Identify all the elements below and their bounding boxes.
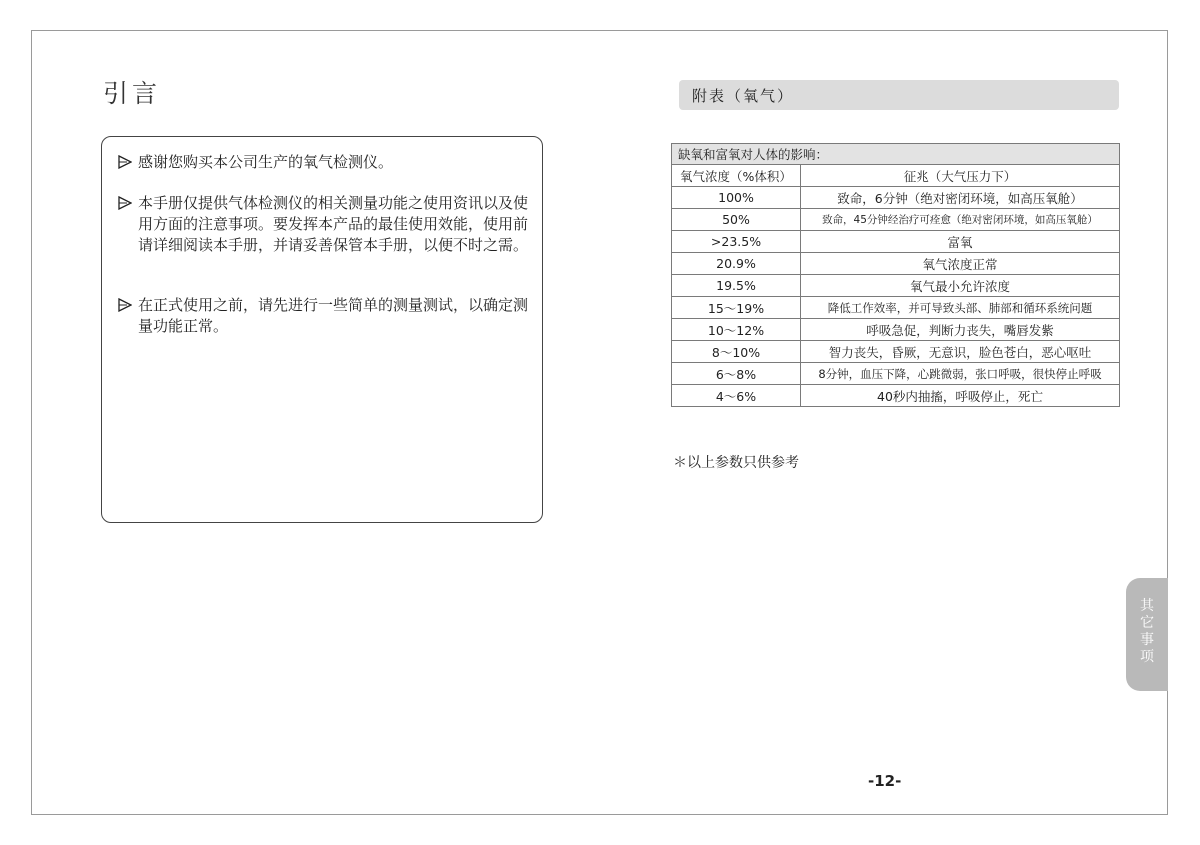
intro-box: [101, 136, 543, 523]
table-row: [672, 297, 1120, 319]
symptom-cell: 8分钟，血压下降，心跳微弱，张口呼吸，很快停止呼吸: [801, 363, 1120, 385]
concentration-cell: 19.5%: [672, 275, 801, 297]
table-row: [672, 319, 1120, 341]
intro-item-text: 本手册仅提供气体检测仪的相关测量功能之使用资讯以及使用方面的注意事项。要发挥本产品的最佳使用效能，使用前请详细阅读本手册，并请妥善保管本手册，以便不时之需。: [138, 194, 529, 254]
table-row: [672, 209, 1120, 231]
triangle-bullet-icon: [118, 196, 132, 210]
section-title: 引言: [103, 79, 162, 108]
symptom-cell: 致命，45分钟经治疗可痊愈（绝对密闭环境，如高压氧舱）: [801, 209, 1120, 231]
footnote: ＊以上参数只供参考: [673, 455, 799, 471]
symptom-cell: 致命，6分钟（绝对密闭环境，如高压氧舱）: [801, 187, 1120, 209]
table-row: [672, 385, 1120, 407]
table-row: [672, 231, 1120, 253]
intro-item-text: 在正式使用之前，请先进行一些简单的测量测试，以确定测量功能正常。: [138, 296, 529, 335]
concentration-cell: 10～12%: [672, 319, 801, 341]
table-row: [672, 187, 1120, 209]
side-tab-label: 其它事项: [1140, 598, 1154, 665]
table-row: [672, 253, 1120, 275]
column-header-concentration: 氧气浓度（%体积）: [672, 165, 801, 187]
concentration-cell: 8～10%: [672, 341, 801, 363]
concentration-cell: 100%: [672, 187, 801, 209]
concentration-cell: >23.5%: [672, 231, 801, 253]
symptom-cell: 呼吸急促，判断力丧失，嘴唇发紫: [801, 319, 1120, 341]
side-tab[interactable]: [1126, 578, 1168, 691]
intro-item-2: [118, 193, 528, 256]
concentration-cell: 6～8%: [672, 363, 801, 385]
symptom-cell: 40秒内抽搐，呼吸停止，死亡: [801, 385, 1120, 407]
triangle-bullet-icon: [118, 298, 132, 312]
intro-item-3: [118, 295, 528, 337]
concentration-cell: 20.9%: [672, 253, 801, 275]
symptom-cell: 氧气浓度正常: [801, 253, 1120, 275]
oxygen-effects-table: [671, 143, 1120, 407]
appendix-header: [679, 80, 1119, 110]
table-row: [672, 363, 1120, 385]
appendix-title: 附表（氧气）: [692, 87, 795, 105]
table-row: [672, 275, 1120, 297]
page-number: -12-: [868, 772, 902, 790]
symptom-cell: 氧气最小允许浓度: [801, 275, 1120, 297]
intro-item-text: 感谢您购买本公司生产的氧气检测仪。: [138, 153, 394, 171]
table-row: [672, 341, 1120, 363]
concentration-cell: 50%: [672, 209, 801, 231]
table-caption: 缺氧和富氧对人体的影响：: [672, 144, 1120, 165]
symptom-cell: 降低工作效率，并可导致头部、肺部和循环系统问题: [801, 297, 1120, 319]
intro-item-1: [118, 152, 528, 173]
concentration-cell: 15～19%: [672, 297, 801, 319]
table-header-row: [672, 165, 1120, 187]
symptom-cell: 富氧: [801, 231, 1120, 253]
symptom-cell: 智力丧失，昏厥，无意识，脸色苍白，恶心呕吐: [801, 341, 1120, 363]
triangle-bullet-icon: [118, 155, 132, 169]
column-header-symptoms: 征兆（大气压力下）: [801, 165, 1120, 187]
table-caption-row: [672, 144, 1120, 165]
concentration-cell: 4～6%: [672, 385, 801, 407]
